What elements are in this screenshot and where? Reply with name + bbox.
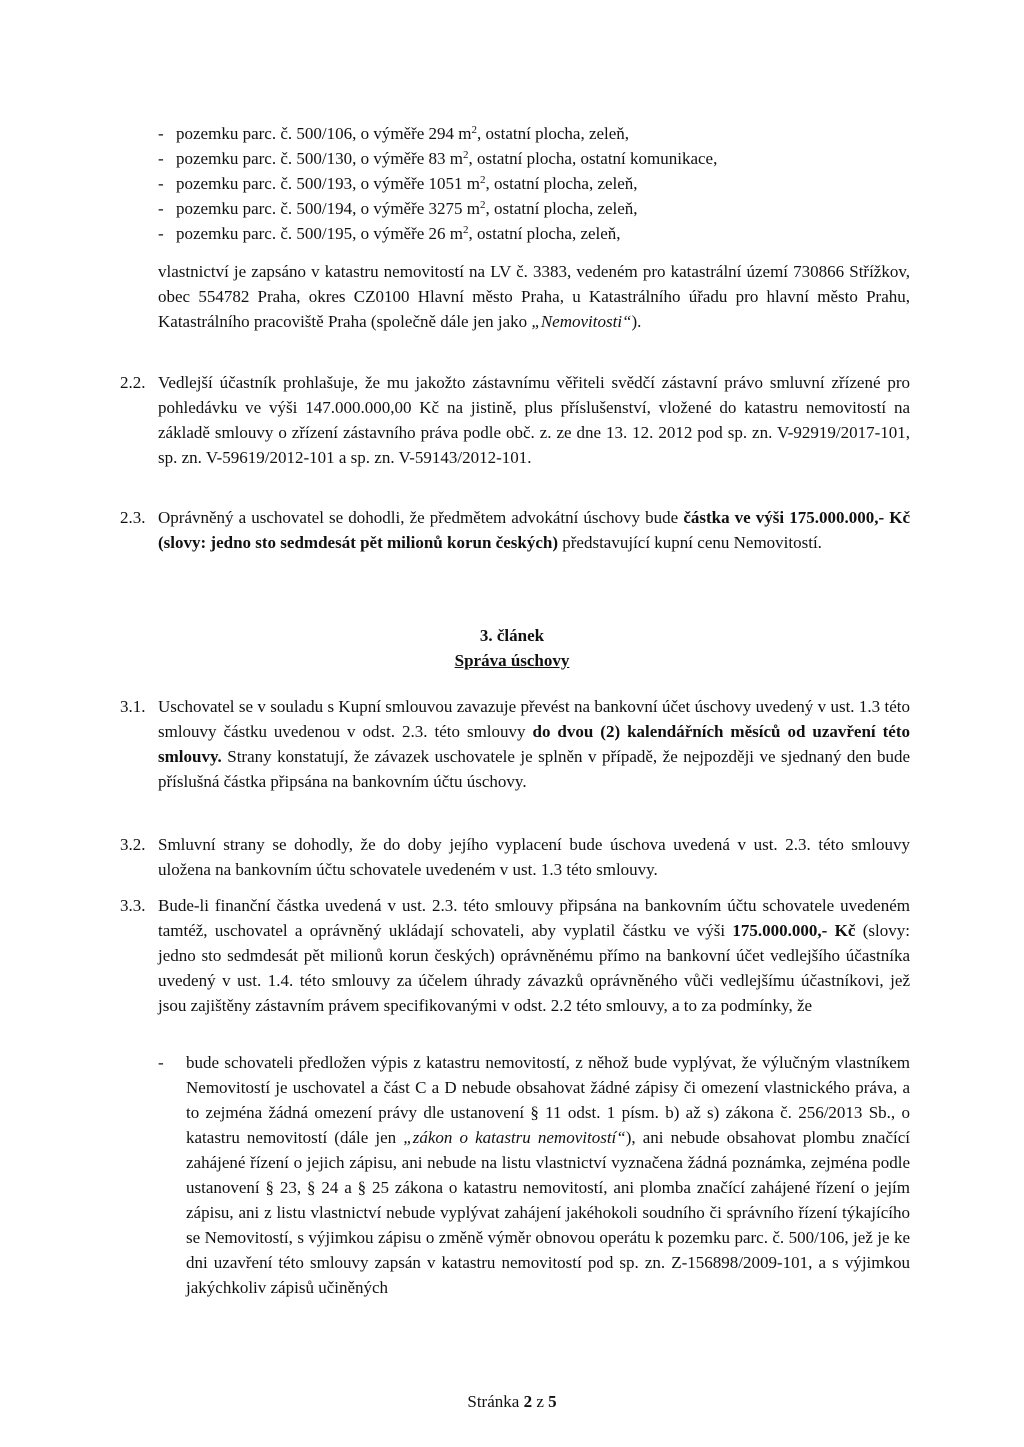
clause-text: Smluvní strany se dohodly, že do doby jejího vyplacení bude úschova uvedená v ust. 2.3. této smlouvy uložena na bankovním účtu schovatele uvedeném v ust. 1.3 této smlouvy. bbox=[158, 835, 910, 879]
list-dash: - bbox=[158, 224, 164, 243]
clause-text-part: Uschovatel se v souladu s Kupní smlouvou zavazuje převést na bankovní účet úschovy uvedený v ust. 1.3 této smlouvy částku uvedenou v odst. 2.3. této smlouvy bbox=[158, 697, 910, 741]
clause-2-3 bbox=[120, 505, 910, 555]
clause-text-part: představující kupní cenu Nemovitostí. bbox=[558, 533, 822, 552]
total-pages-number: 5 bbox=[548, 1392, 557, 1411]
clause-number: 2.3. bbox=[120, 508, 146, 527]
list-item bbox=[158, 221, 918, 246]
superscript: 2 bbox=[471, 124, 478, 136]
article-title: 3. článek bbox=[479, 626, 545, 645]
clause-text-part: Strany konstatují, že závazek uschovatele je splněn v případě, že nejpozději ve sjednaný den bude příslušná částka připsána na bankovním účtu úschovy. bbox=[158, 747, 910, 791]
parcel-text: , ostatní plocha, ostatní komunikace, bbox=[468, 149, 718, 168]
footer-label: z bbox=[532, 1392, 549, 1411]
amount-bold: částka ve výši 175.000.000,- Kč (slovy: jedno sto sedmdesát pět milionů korun českých) bbox=[158, 508, 911, 552]
paragraph-text: vlastnictví je zapsáno v katastru nemovitostí na LV č. 3383, vedeném pro katastrální území 730866 Střížkov, obec 554782 Praha, okres CZ0100 Hlavní město Praha, u Katastrálního úřadu pro hlavní město Prahu, Katastrálního pracoviště Praha (společně dále jen jako bbox=[158, 262, 910, 331]
page-footer bbox=[0, 1389, 1024, 1414]
clause-text-part: (slovy: jedno sto sedmdesát pět milionů korun českých) oprávněnému přímo na bankovní účet vedlejšího účastníka uvedený v ust. 1.4. této smlouvy za účelem úhrady závazků oprávněného vůči vedlejšímu účastníkovi, jež jsou zajištěny zástavním právem specifikovanými v odst. 2.2 této smlouvy, a to za podmínky, že bbox=[158, 921, 910, 1015]
footer-label: Stránka bbox=[467, 1392, 524, 1411]
list-dash: - bbox=[158, 124, 164, 143]
condition-item bbox=[158, 1050, 910, 1300]
article-subtitle: Správa úschovy bbox=[454, 651, 570, 670]
list-dash: - bbox=[158, 174, 164, 193]
clause-3-3 bbox=[120, 893, 910, 1018]
clause-number: 2.2. bbox=[120, 373, 146, 392]
deadline-bold: do dvou (2) kalendářních měsíců od uzavření této smlouvy. bbox=[158, 722, 910, 766]
superscript: 2 bbox=[480, 199, 486, 211]
clause-3-2 bbox=[120, 832, 910, 882]
parcel-text: pozemku parc. č. 500/194, o výměře 3275 m bbox=[176, 199, 481, 218]
parcel-text: pozemku parc. č. 500/130, o výměře 83 m bbox=[176, 149, 464, 168]
superscript: 2 bbox=[480, 174, 486, 186]
list-item bbox=[158, 196, 918, 221]
parcel-text: pozemku parc. č. 500/193, o výměře 1051 m bbox=[176, 174, 481, 193]
parcel-text: , ostatní plocha, zeleň, bbox=[468, 224, 621, 243]
parcel-text: , ostatní plocha, zeleň, bbox=[477, 124, 630, 143]
clause-2-2 bbox=[120, 370, 910, 470]
superscript: 2 bbox=[463, 149, 469, 161]
clause-text: Vedlejší účastník prohlašuje, že mu jakožto zástavnímu věřiteli svědčí zástavní právo smluvní zřízené pro pohledávku ve výši 147.000.000,00 Kč na jistině, plus příslušenství, vložené do katastru nemovitostí na základě smlouvy o zřízení zástavního práva podle obč. z. ze dne 13. 12. 2012 pod sp. zn. V-92919/2017-101, sp. zn. V-59619/2012-101 a sp. zn. V-59143/2012-101. bbox=[158, 373, 910, 467]
clause-number: 3.1. bbox=[120, 697, 146, 716]
amount-bold: 175.000.000,- Kč bbox=[732, 921, 856, 940]
parcel-text: , ostatní plocha, zeleň, bbox=[485, 174, 638, 193]
defined-term: „zákon o katastru nemovitostí“ bbox=[403, 1128, 626, 1147]
ownership-paragraph bbox=[158, 259, 910, 334]
clause-text-part: Bude-li finanční částka uvedená v ust. 2.3. této smlouvy připsána na bankovním účtu schovatele uvedeném tamtéž, uschovatel a oprávněný ukládají schovateli, aby vyplatil částku ve výši bbox=[158, 896, 910, 940]
parcel-text: , ostatní plocha, zeleň, bbox=[485, 199, 638, 218]
clause-text bbox=[158, 893, 910, 1018]
parcel-text: pozemku parc. č. 500/106, o výměře 294 m bbox=[176, 124, 472, 143]
clause-3-1 bbox=[120, 694, 910, 794]
current-page-number: 2 bbox=[523, 1392, 533, 1411]
parcel-list bbox=[158, 121, 918, 246]
list-item bbox=[158, 121, 918, 146]
paragraph-text: ). bbox=[631, 312, 642, 331]
list-item bbox=[158, 146, 918, 171]
condition-text-part: ), ani nebude obsahovat plombu značící zahájené řízení o jejich zápisu, ani nebude na listu vlastnictví vyznačena žádná poznámka, zejména podle ustanovení § 23, § 24 a § 25 zákona o katastru nemovitostí, ani plomba značící zahájené řízení o jejím zápisu, ani z listu vlastnictví nebude vyplývat zahájení jakéhokoli soudního či správního řízení týkajícího se Nemovitostí, s výjimkou zápisu o změně výměr obnovou operátu k pozemku parc. č. 500/106, jež je ke dni uzavření této smlouvy zapsán v katastru nemovitostí pod sp. zn. Z-156898/2009-101, a s výjimkou jakýchkoliv zápisů učiněných bbox=[186, 1128, 911, 1297]
superscript: 2 bbox=[463, 224, 469, 236]
list-dash: - bbox=[158, 199, 164, 218]
condition-text bbox=[186, 1050, 910, 1300]
list-dash: - bbox=[158, 149, 164, 168]
list-dash: - bbox=[158, 1053, 164, 1072]
clause-text bbox=[158, 505, 910, 555]
clause-number: 3.3. bbox=[120, 896, 146, 915]
clause-number: 3.2. bbox=[120, 835, 146, 854]
list-item bbox=[158, 171, 918, 196]
clause-text bbox=[158, 694, 910, 794]
parcel-text: pozemku parc. č. 500/195, o výměře 26 m bbox=[176, 224, 464, 243]
condition-text-part: bude schovateli předložen výpis z katastru nemovitostí, z něhož bude vyplývat, že výlučným vlastníkem Nemovitostí je uschovatel a část C a D nebude obsahovat žádné zápisy či omezení vlastnického práva, a to zejména žádná omezení právy dle ustanovení § 11 odst. 1 písm. b) až s) zákona č. 256/2013 Sb., o katastru nemovitostí (dále jen bbox=[186, 1053, 910, 1147]
defined-term: „Nemovitosti“ bbox=[531, 312, 632, 331]
clause-text-part: Oprávněný a uschovatel se dohodli, že předmětem advokátní úschovy bude bbox=[158, 508, 684, 527]
